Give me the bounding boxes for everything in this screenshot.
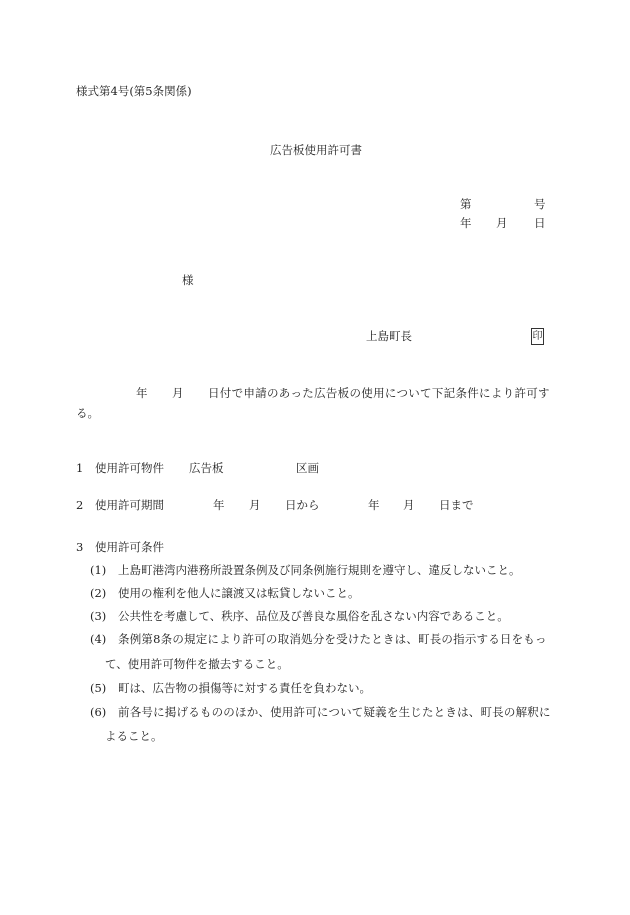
condition-text: 上島町港湾内港務所設置条例及び同条例施行規則を遵守し、違反しないこと。 (118, 563, 521, 577)
item1-label: 使用許可物件 (95, 461, 164, 475)
addressee-honorific: 様 (182, 273, 194, 287)
date-month: 月 (496, 216, 508, 230)
item1-unit: 区画 (296, 461, 319, 475)
item2-end-day: 日まで (439, 498, 474, 512)
issuer-name: 上島町長 (366, 329, 412, 343)
item2-number: 2 (76, 498, 84, 512)
condition-text: 使用の権利を他人に譲渡又は転貸しないこと。 (118, 586, 360, 600)
item1-number: 1 (76, 461, 84, 475)
item3-number: 3 (76, 540, 84, 554)
body-text-line2: る。 (76, 406, 99, 420)
condition-number: (3) (90, 609, 107, 623)
item2-start-day: 日から (285, 498, 320, 512)
condition-text: 条例第8条の規定により許可の取消処分を受けたときは、町長の指示する日をもっ (118, 632, 547, 646)
condition-number: (1) (90, 563, 107, 577)
item2-start-year: 年 (213, 498, 225, 512)
document-title: 広告板使用許可書 (270, 143, 362, 157)
date-year: 年 (460, 216, 472, 230)
number-prefix: 第 (460, 197, 472, 211)
condition-text: 公共性を考慮して、秩序、品位及び善良な風俗を乱さない内容であること。 (118, 609, 509, 623)
body-year: 年 (136, 386, 148, 400)
item2-end-month: 月 (403, 498, 415, 512)
condition-number: (6) (90, 705, 107, 719)
condition-number: (2) (90, 586, 107, 600)
item3-label: 使用許可条件 (95, 540, 164, 554)
number-suffix: 号 (534, 197, 546, 211)
condition-text: 町は、広告物の損傷等に対する責任を負わない。 (118, 681, 371, 695)
condition-text: 前各号に掲げるもののほか、使用許可について疑義を生じたときは、町長の解釈に (118, 705, 551, 719)
item1-object: 広告板 (189, 461, 224, 475)
condition-number: (4) (90, 632, 107, 646)
form-reference: 様式第4号(第5条関係) (76, 84, 192, 98)
item2-start-month: 月 (249, 498, 261, 512)
date-day: 日 (534, 216, 546, 230)
item2-label: 使用許可期間 (95, 498, 164, 512)
item2-end-year: 年 (368, 498, 380, 512)
body-text-line1: 日付で申請のあった広告板の使用について下記条件により許可す (208, 386, 550, 400)
condition-text-continued: よること。 (105, 729, 163, 743)
condition-number: (5) (90, 681, 107, 695)
condition-text-continued: て、使用許可物件を撤去すること。 (105, 657, 289, 671)
seal-mark: 印 (531, 328, 544, 345)
body-month: 月 (172, 386, 184, 400)
